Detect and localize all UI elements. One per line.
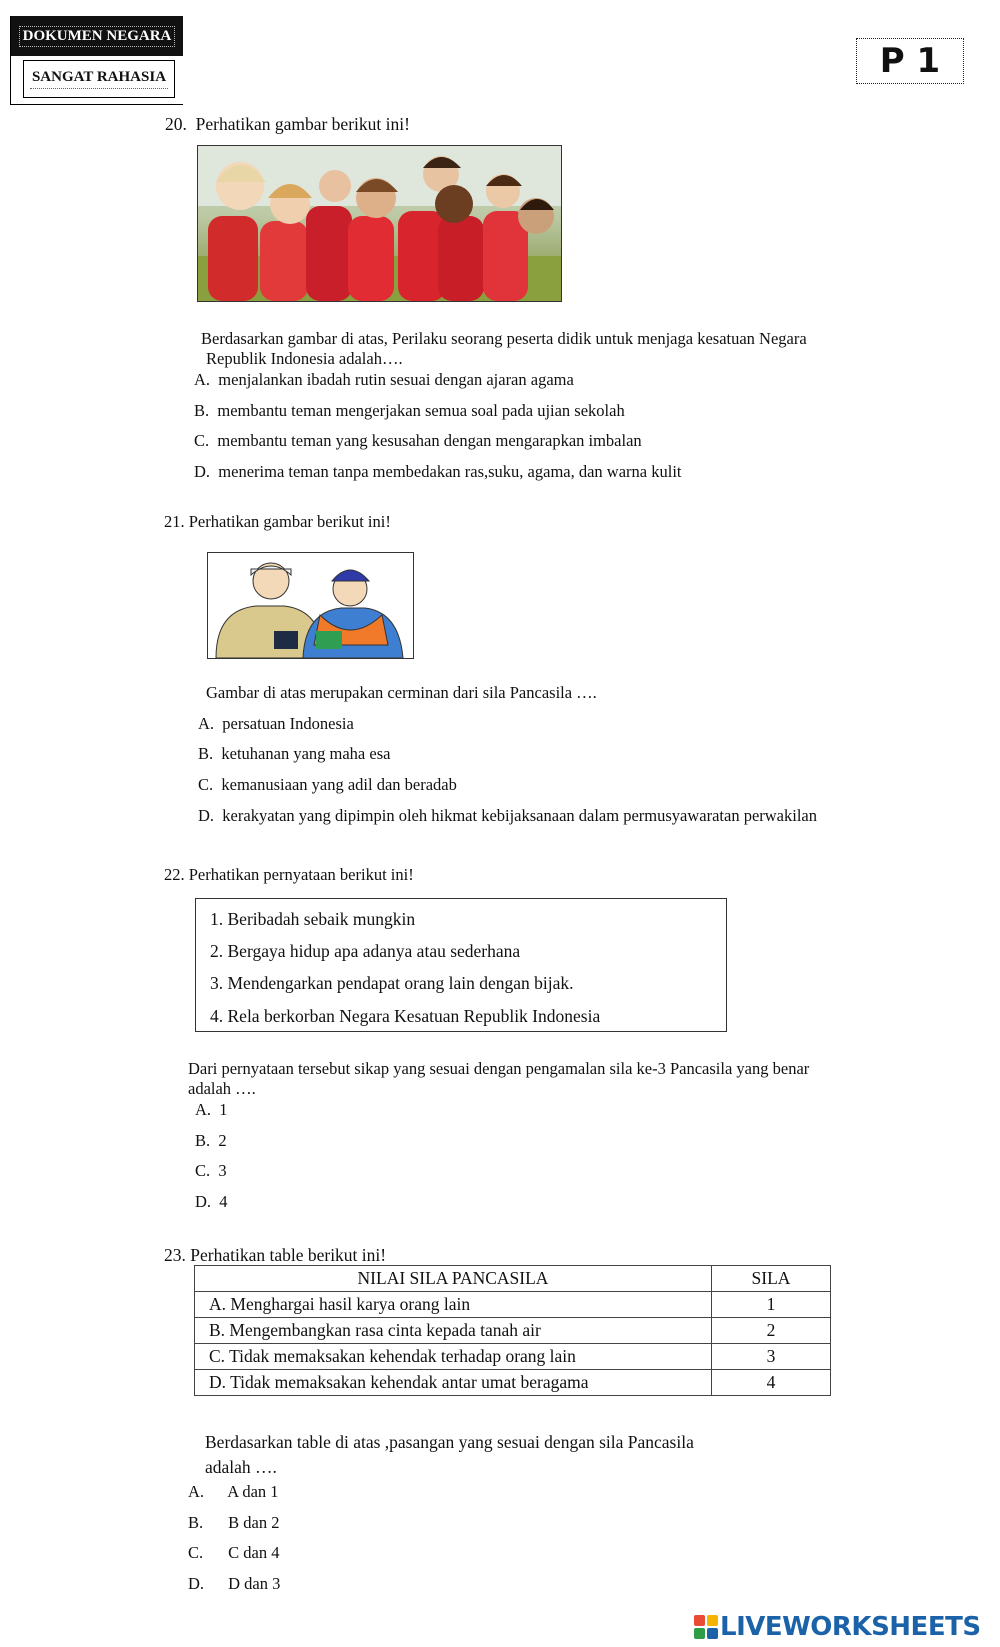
q21-stem: Gambar di atas merupakan cerminan dari sila Pancasila …. xyxy=(206,683,597,702)
q21-title: Perhatikan gambar berikut ini! xyxy=(188,512,391,531)
option-text: D dan 3 xyxy=(228,1574,281,1593)
statement-3: 3. Mendengarkan pendapat orang lain dengan bijak. xyxy=(210,973,574,993)
q23-stem-line1: Berdasarkan table di atas ,pasangan yang sesuai dengan sila Pancasila xyxy=(205,1432,694,1452)
table-cell-nilai: C. Tidak memaksakan kehendak terhadap orang lain xyxy=(195,1344,712,1370)
sangat-rahasia-box xyxy=(23,60,175,98)
q23-option-c[interactable] xyxy=(188,1543,279,1563)
table-row xyxy=(195,1318,831,1344)
option-text: membantu teman yang kesusahan dengan mengarapkan imbalan xyxy=(217,431,642,450)
option-text: B dan 2 xyxy=(228,1513,280,1532)
option-letter: C. xyxy=(188,1543,204,1562)
q23-heading xyxy=(164,1245,386,1265)
header-stamp xyxy=(10,16,183,105)
q23-option-d[interactable] xyxy=(188,1574,280,1594)
dokumen-negara-banner xyxy=(11,16,183,56)
option-text: kerakyatan yang dipimpin oleh hikmat kebijaksanaan dalam permusyawaratan perwakilan xyxy=(222,806,817,825)
option-letter: D. xyxy=(198,806,215,825)
table-header-row xyxy=(195,1266,831,1292)
statement-1: 1. Beribadah sebaik mungkin xyxy=(210,909,416,929)
q20-option-d[interactable] xyxy=(194,462,682,482)
option-text: 3 xyxy=(218,1161,227,1180)
liveworksheets-logo[interactable] xyxy=(694,1612,994,1642)
option-text: ketuhanan yang maha esa xyxy=(221,744,391,763)
option-letter: A. xyxy=(194,370,211,389)
two-men-illustration-icon xyxy=(208,553,413,658)
logo-square-blue-icon xyxy=(707,1628,718,1639)
table-cell-nilai: D. Tidak memaksakan kehendak antar umat beragama xyxy=(195,1370,712,1396)
q21-number: 21. xyxy=(164,512,185,531)
sangat-rahasia-label: SANGAT RAHASIA xyxy=(30,69,168,89)
option-letter: B. xyxy=(195,1131,211,1150)
option-letter: A. xyxy=(195,1100,212,1119)
q22-title: Perhatikan pernyataan berikut ini! xyxy=(188,865,414,884)
q21-option-c[interactable] xyxy=(198,775,457,795)
table-cell-nilai: A. Menghargai hasil karya orang lain xyxy=(195,1292,712,1318)
q22-option-d[interactable] xyxy=(195,1192,228,1212)
option-letter: C. xyxy=(198,775,214,794)
option-text: A dan 1 xyxy=(227,1482,279,1501)
option-text: persatuan Indonesia xyxy=(222,714,354,733)
q20-option-b[interactable] xyxy=(194,401,625,421)
packet-code: P 1 xyxy=(856,38,964,84)
q23-option-b[interactable] xyxy=(188,1513,279,1533)
q22-stem-line1: Dari pernyataan tersebut sikap yang sesuai dengan pengamalan sila ke-3 Pancasila yang benar xyxy=(188,1059,810,1078)
q21-heading xyxy=(164,512,391,532)
table-row xyxy=(195,1344,831,1370)
q23-title: Perhatikan table berikut ini! xyxy=(190,1245,387,1265)
q22-option-a[interactable] xyxy=(195,1100,228,1120)
option-letter: D. xyxy=(194,462,211,481)
q23-stem-line2: adalah …. xyxy=(205,1457,277,1477)
option-text: 1 xyxy=(219,1100,228,1119)
logo-square-red-icon xyxy=(694,1615,705,1626)
q20-option-c[interactable] xyxy=(194,431,642,451)
q22-heading xyxy=(164,865,414,885)
option-letter: B. xyxy=(198,744,214,763)
option-letter: D. xyxy=(188,1574,205,1593)
option-text: menjalankan ibadah rutin sesuai dengan ajaran agama xyxy=(218,370,574,389)
table-cell-nilai: B. Mengembangkan rasa cinta kepada tanah air xyxy=(195,1318,712,1344)
q20-photo-children xyxy=(197,145,562,302)
option-letter: A. xyxy=(188,1482,205,1501)
q20-number: 20. xyxy=(165,114,187,134)
q23-option-a[interactable] xyxy=(188,1482,279,1502)
liveworksheets-grid-icon xyxy=(694,1615,718,1639)
option-letter: B. xyxy=(194,401,210,420)
table-cell-sila: 4 xyxy=(712,1370,831,1396)
option-letter: B. xyxy=(188,1513,204,1532)
option-text: menerima teman tanpa membedakan ras,suku, agama, dan warna kulit xyxy=(218,462,682,481)
q23-sila-table xyxy=(194,1265,831,1396)
table-cell-sila: 1 xyxy=(712,1292,831,1318)
children-photo-icon xyxy=(198,146,561,301)
option-text: kemanusiaan yang adil dan beradab xyxy=(221,775,457,794)
q21-option-d[interactable] xyxy=(198,806,817,826)
q20-stem-line1: Berdasarkan gambar di atas, Perilaku seorang peserta didik untuk menjaga kesatuan Negara xyxy=(201,329,807,348)
table-cell-sila: 2 xyxy=(712,1318,831,1344)
option-letter: A. xyxy=(198,714,215,733)
q22-option-c[interactable] xyxy=(195,1161,227,1181)
table-header-sila: SILA xyxy=(712,1266,831,1292)
table-header-nilai: NILAI SILA PANCASILA xyxy=(195,1266,712,1292)
q21-option-b[interactable] xyxy=(198,744,390,764)
logo-square-yellow-icon xyxy=(707,1615,718,1626)
q22-statement-box xyxy=(195,898,727,1032)
option-text: C dan 4 xyxy=(228,1543,280,1562)
option-text: 4 xyxy=(219,1192,228,1211)
option-text: membantu teman mengerjakan semua soal pada ujian sekolah xyxy=(217,401,625,420)
q22-stem-line2: adalah …. xyxy=(188,1079,256,1098)
q22-number: 22. xyxy=(164,865,185,884)
option-letter: C. xyxy=(194,431,210,450)
table-cell-sila: 3 xyxy=(712,1344,831,1370)
option-text: 2 xyxy=(218,1131,227,1150)
q20-title: Perhatikan gambar berikut ini! xyxy=(195,114,410,134)
option-letter: D. xyxy=(195,1192,212,1211)
table-row xyxy=(195,1292,831,1318)
statement-2: 2. Bergaya hidup apa adanya atau sederhana xyxy=(210,941,521,961)
option-letter: C. xyxy=(195,1161,211,1180)
table-row xyxy=(195,1370,831,1396)
dokumen-negara-label: DOKUMEN NEGARA xyxy=(19,26,176,47)
q21-illustration-two-men xyxy=(207,552,414,659)
q23-number: 23. xyxy=(164,1245,186,1265)
q20-option-a[interactable] xyxy=(194,370,574,390)
q20-heading xyxy=(165,114,410,134)
statement-4: 4. Rela berkorban Negara Kesatuan Republik Indonesia xyxy=(210,1006,601,1026)
logo-square-green-icon xyxy=(694,1628,705,1639)
q20-stem-line2: Republik Indonesia adalah…. xyxy=(206,349,403,368)
q21-option-a[interactable] xyxy=(198,714,354,734)
liveworksheets-wordmark: LIVEWORKSHEETS xyxy=(720,1612,981,1642)
q22-option-b[interactable] xyxy=(195,1131,227,1151)
